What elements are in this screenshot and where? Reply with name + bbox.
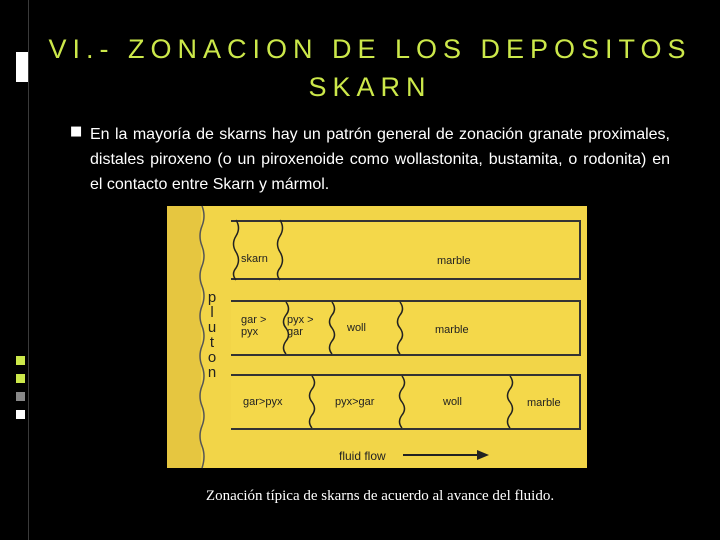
- contact-squiggle-icon: [275, 220, 285, 280]
- square-bullet-icon: ■: [70, 124, 83, 139]
- contact-squiggle-icon: [327, 302, 337, 354]
- contact-squiggle-icon: [397, 376, 407, 428]
- slide-title-line2: SKARN: [308, 72, 432, 102]
- zone-label-gar-pyx: gar > pyx: [241, 314, 267, 338]
- zone-label-pyx-gar: pyx > gar: [287, 314, 314, 338]
- decor-square: [16, 410, 25, 419]
- zone-label-pyx-gar: pyx>gar: [335, 396, 375, 408]
- pluton-label: p l u t o n: [207, 289, 217, 381]
- pluton-zone: [167, 206, 201, 468]
- zone-label-marble: marble: [527, 397, 561, 409]
- decor-square: [16, 374, 25, 383]
- contact-squiggle-icon: [307, 376, 317, 428]
- contact-squiggle-icon: [395, 302, 405, 354]
- zone-label-gar-pyx: gar>pyx: [243, 396, 283, 408]
- fluid-flow-label: fluid flow: [339, 449, 386, 463]
- contact-squiggle-icon: [505, 376, 515, 428]
- figure-caption: Zonación típica de skarns de acuerdo al avance del fluido.: [205, 488, 555, 504]
- arrow-right-icon: [403, 448, 493, 462]
- contact-squiggle-icon: [231, 220, 241, 280]
- zone-label-marble: marble: [435, 324, 469, 336]
- body-text: En la mayoría de skarns hay un patrón general de zonación granate proximales, distales piroxeno (o un piroxenoide como wollastonita, bustamita, o rodonita) en el contacto entre Skarn y mármol.: [90, 126, 670, 193]
- zone-label-skarn: skarn: [241, 253, 268, 265]
- decor-square: [16, 356, 25, 365]
- decor-square: [16, 52, 28, 82]
- zone-label-woll: woll: [443, 396, 462, 408]
- slide-title: [40, 30, 700, 106]
- zone-label-woll: woll: [347, 322, 366, 334]
- zonation-figure: [167, 206, 587, 468]
- left-rule: [28, 0, 29, 540]
- slide-title-line1: VI.- ZONACION DE LOS DEPOSITOS: [48, 34, 692, 64]
- decor-square: [16, 392, 25, 401]
- zone-label-marble: marble: [437, 255, 471, 267]
